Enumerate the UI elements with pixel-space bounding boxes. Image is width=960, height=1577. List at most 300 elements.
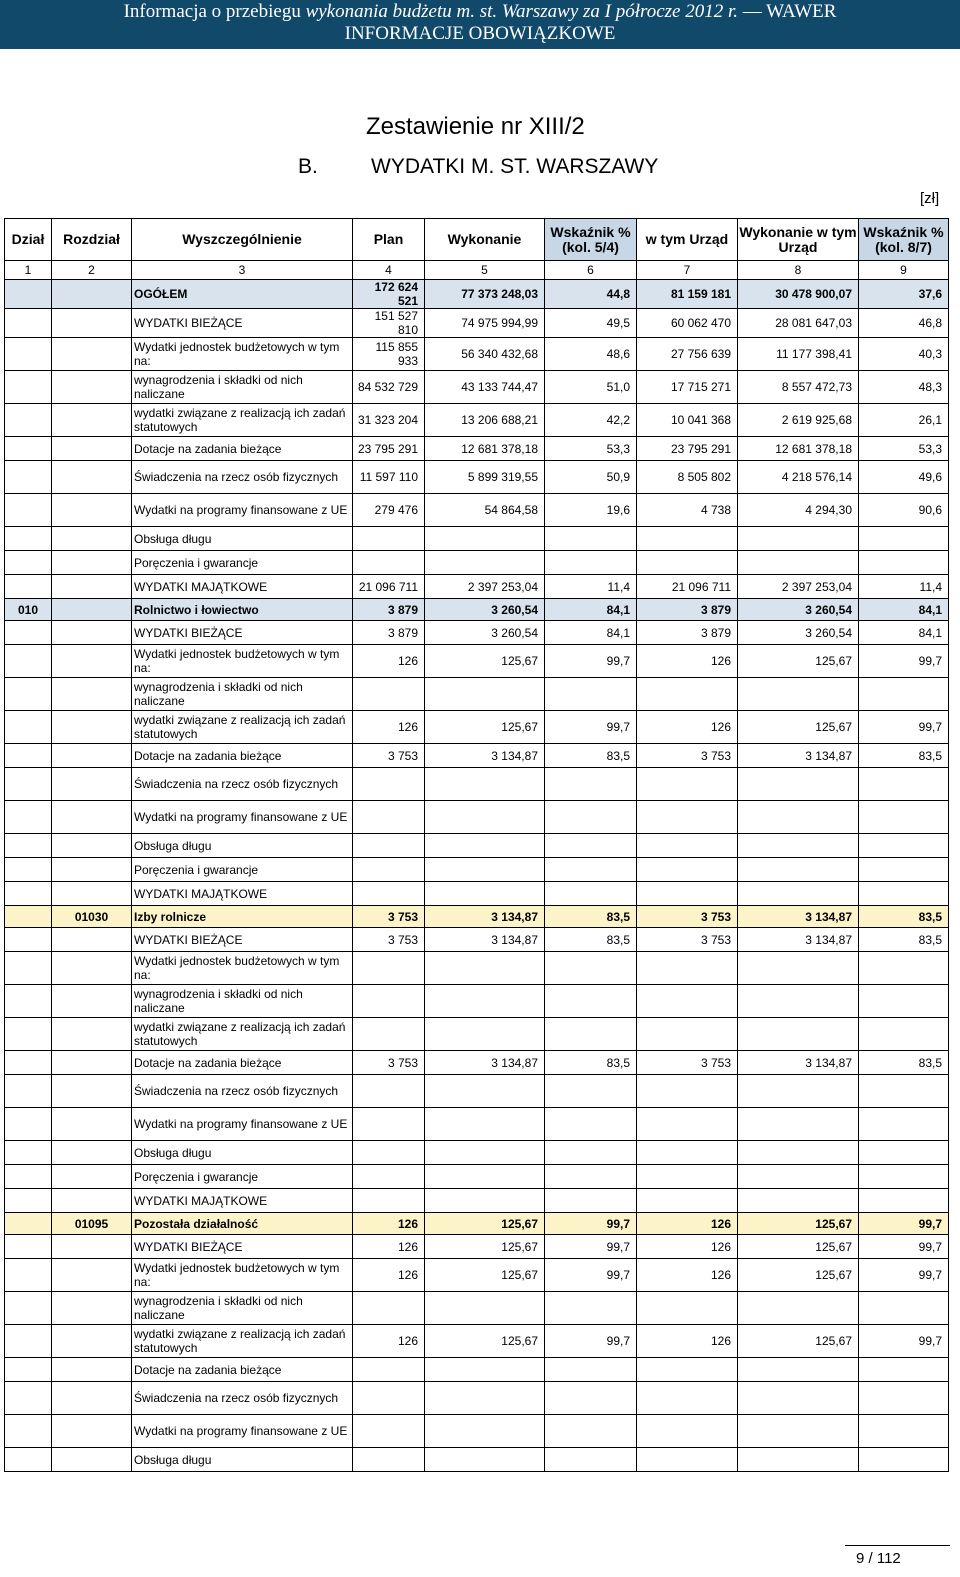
wykonanie-cell: 56 340 432,68 bbox=[425, 338, 545, 371]
dzial-cell bbox=[5, 1108, 52, 1141]
rozdzial-cell bbox=[52, 952, 132, 985]
w-tym-urzad-cell: 17 715 271 bbox=[637, 371, 738, 404]
wskaznik-2-cell: 99,7 bbox=[859, 1325, 949, 1358]
wskaznik-1-cell bbox=[545, 1075, 637, 1108]
plan-cell: 126 bbox=[353, 1235, 425, 1259]
table-row bbox=[5, 527, 949, 551]
wskaznik-1-cell: 99,7 bbox=[545, 1235, 637, 1259]
wykonanie-cell: 43 133 744,47 bbox=[425, 371, 545, 404]
table-row bbox=[5, 801, 949, 834]
wskaznik-2-cell: 53,3 bbox=[859, 437, 949, 461]
description-cell: wynagrodzenia i składki od nich naliczane bbox=[132, 371, 353, 404]
wykonanie-cell bbox=[425, 527, 545, 551]
wskaznik-1-cell bbox=[545, 1108, 637, 1141]
wskaznik-2-cell bbox=[859, 1292, 949, 1325]
rozdzial-cell bbox=[52, 858, 132, 882]
wykonanie-cell bbox=[425, 858, 545, 882]
wskaznik-2-cell bbox=[859, 882, 949, 906]
description-cell: Poręczenia i gwarancje bbox=[132, 1165, 353, 1189]
table-row bbox=[5, 494, 949, 527]
col-number: 8 bbox=[738, 261, 859, 280]
wskaznik-2-cell: 99,7 bbox=[859, 1235, 949, 1259]
wykonanie-cell: 3 260,54 bbox=[425, 599, 545, 621]
wykonanie-urzad-cell bbox=[738, 985, 859, 1018]
plan-cell bbox=[353, 1358, 425, 1382]
w-tym-urzad-cell: 10 041 368 bbox=[637, 404, 738, 437]
description-cell: Obsługa długu bbox=[132, 1141, 353, 1165]
col-number: 4 bbox=[353, 261, 425, 280]
plan-cell bbox=[353, 834, 425, 858]
wykonanie-cell bbox=[425, 1075, 545, 1108]
dzial-cell bbox=[5, 309, 52, 338]
plan-cell bbox=[353, 801, 425, 834]
wskaznik-1-cell bbox=[545, 1141, 637, 1165]
header-suffix: — WAWER bbox=[738, 1, 837, 22]
wykonanie-cell bbox=[425, 1108, 545, 1141]
dzial-cell bbox=[5, 1189, 52, 1213]
wskaznik-2-cell bbox=[859, 834, 949, 858]
rozdzial-cell bbox=[52, 494, 132, 527]
wskaznik-1-cell bbox=[545, 952, 637, 985]
wskaznik-1-cell: 99,7 bbox=[545, 1325, 637, 1358]
description-cell: Wydatki jednostek budżetowych w tym na: bbox=[132, 645, 353, 678]
wskaznik-2-cell bbox=[859, 1018, 949, 1051]
wskaznik-1-cell: 84,1 bbox=[545, 599, 637, 621]
table-row bbox=[5, 1325, 949, 1358]
description-cell: Wydatki na programy finansowane z UE bbox=[132, 801, 353, 834]
plan-cell: 126 bbox=[353, 1325, 425, 1358]
wykonanie-urzad-cell bbox=[738, 678, 859, 711]
wskaznik-1-cell: 51,0 bbox=[545, 371, 637, 404]
wykonanie-cell: 3 260,54 bbox=[425, 621, 545, 645]
w-tym-urzad-cell: 3 879 bbox=[637, 599, 738, 621]
dzial-cell bbox=[5, 1415, 52, 1448]
description-cell: Świadczenia na rzecz osób fizycznych bbox=[132, 1382, 353, 1415]
wykonanie-urzad-cell: 4 294,30 bbox=[738, 494, 859, 527]
w-tym-urzad-cell: 126 bbox=[637, 645, 738, 678]
description-cell: Dotacje na zadania bieżące bbox=[132, 1358, 353, 1382]
table-row bbox=[5, 551, 949, 575]
rozdzial-cell bbox=[52, 1141, 132, 1165]
wskaznik-2-cell bbox=[859, 1382, 949, 1415]
description-cell: Dotacje na zadania bieżące bbox=[132, 1051, 353, 1075]
w-tym-urzad-cell: 8 505 802 bbox=[637, 461, 738, 494]
plan-cell: 126 bbox=[353, 711, 425, 744]
dzial-cell bbox=[5, 1141, 52, 1165]
wskaznik-2-cell: 84,1 bbox=[859, 599, 949, 621]
section-letter: B. bbox=[298, 155, 318, 178]
description-cell: WYDATKI MAJĄTKOWE bbox=[132, 882, 353, 906]
wykonanie-urzad-cell: 2 619 925,68 bbox=[738, 404, 859, 437]
rozdzial-cell bbox=[52, 575, 132, 599]
rozdzial-cell: 01030 bbox=[52, 906, 132, 928]
wykonanie-urzad-cell: 2 397 253,04 bbox=[738, 575, 859, 599]
plan-cell: 11 597 110 bbox=[353, 461, 425, 494]
rozdzial-cell bbox=[52, 1235, 132, 1259]
description-cell: Pozostała działalność bbox=[132, 1213, 353, 1235]
rozdzial-cell bbox=[52, 1358, 132, 1382]
wskaznik-1-cell: 83,5 bbox=[545, 928, 637, 952]
dzial-cell bbox=[5, 1259, 52, 1292]
dzial-cell bbox=[5, 801, 52, 834]
dzial-cell bbox=[5, 1448, 52, 1472]
description-cell: wydatki związane z realizacją ich zadań statutowych bbox=[132, 711, 353, 744]
col-header-rozdzial: Rozdział bbox=[52, 219, 132, 261]
wskaznik-1-cell bbox=[545, 882, 637, 906]
wykonanie-urzad-cell: 3 260,54 bbox=[738, 599, 859, 621]
w-tym-urzad-cell: 126 bbox=[637, 711, 738, 744]
wykonanie-cell bbox=[425, 551, 545, 575]
wskaznik-1-cell: 83,5 bbox=[545, 744, 637, 768]
header-rule bbox=[8, 48, 952, 49]
wykonanie-cell: 3 134,87 bbox=[425, 906, 545, 928]
table-row bbox=[5, 404, 949, 437]
wykonanie-cell: 77 373 248,03 bbox=[425, 280, 545, 309]
description-cell: wydatki związane z realizacją ich zadań statutowych bbox=[132, 404, 353, 437]
w-tym-urzad-cell: 3 753 bbox=[637, 928, 738, 952]
w-tym-urzad-cell bbox=[637, 1292, 738, 1325]
plan-cell: 126 bbox=[353, 1259, 425, 1292]
description-cell: wynagrodzenia i składki od nich naliczane bbox=[132, 1292, 353, 1325]
table-row bbox=[5, 744, 949, 768]
plan-cell: 126 bbox=[353, 645, 425, 678]
plan-cell bbox=[353, 527, 425, 551]
wykonanie-urzad-cell bbox=[738, 551, 859, 575]
wskaznik-2-cell bbox=[859, 678, 949, 711]
dzial-cell bbox=[5, 1018, 52, 1051]
wykonanie-cell: 3 134,87 bbox=[425, 928, 545, 952]
wykonanie-cell: 3 134,87 bbox=[425, 1051, 545, 1075]
wskaznik-1-cell bbox=[545, 551, 637, 575]
wykonanie-urzad-cell: 12 681 378,18 bbox=[738, 437, 859, 461]
wykonanie-cell bbox=[425, 834, 545, 858]
wykonanie-urzad-cell bbox=[738, 527, 859, 551]
wskaznik-2-cell: 84,1 bbox=[859, 621, 949, 645]
table-row bbox=[5, 858, 949, 882]
description-cell: wynagrodzenia i składki od nich naliczane bbox=[132, 678, 353, 711]
table-row bbox=[5, 711, 949, 744]
w-tym-urzad-cell bbox=[637, 1189, 738, 1213]
col-header-plan: Plan bbox=[353, 219, 425, 261]
description-cell: OGÓŁEM bbox=[132, 280, 353, 309]
wskaznik-1-cell: 84,1 bbox=[545, 621, 637, 645]
dzial-cell bbox=[5, 461, 52, 494]
wskaznik-2-cell bbox=[859, 768, 949, 801]
description-cell: Wydatki na programy finansowane z UE bbox=[132, 494, 353, 527]
wskaznik-1-cell bbox=[545, 1018, 637, 1051]
plan-cell: 84 532 729 bbox=[353, 371, 425, 404]
wskaznik-2-cell bbox=[859, 527, 949, 551]
rozdzial-cell bbox=[52, 527, 132, 551]
rozdzial-cell bbox=[52, 280, 132, 309]
plan-cell bbox=[353, 858, 425, 882]
plan-cell bbox=[353, 1018, 425, 1051]
wykonanie-urzad-cell bbox=[738, 1358, 859, 1382]
col-number: 6 bbox=[545, 261, 637, 280]
table-row bbox=[5, 1075, 949, 1108]
wskaznik-1-cell: 49,5 bbox=[545, 309, 637, 338]
wykonanie-cell: 125,67 bbox=[425, 1235, 545, 1259]
plan-cell bbox=[353, 1415, 425, 1448]
description-cell: Świadczenia na rzecz osób fizycznych bbox=[132, 461, 353, 494]
w-tym-urzad-cell: 3 879 bbox=[637, 621, 738, 645]
dzial-cell bbox=[5, 1213, 52, 1235]
wskaznik-1-cell: 83,5 bbox=[545, 1051, 637, 1075]
wykonanie-urzad-cell: 28 081 647,03 bbox=[738, 309, 859, 338]
description-cell: WYDATKI MAJĄTKOWE bbox=[132, 1189, 353, 1213]
dzial-cell bbox=[5, 371, 52, 404]
wykonanie-cell bbox=[425, 1141, 545, 1165]
plan-cell: 3 753 bbox=[353, 1051, 425, 1075]
dzial-cell bbox=[5, 280, 52, 309]
table-row bbox=[5, 928, 949, 952]
table-row bbox=[5, 952, 949, 985]
w-tym-urzad-cell bbox=[637, 1358, 738, 1382]
unit-label: [zł] bbox=[920, 190, 940, 207]
wskaznik-1-cell: 11,4 bbox=[545, 575, 637, 599]
wskaznik-1-cell bbox=[545, 834, 637, 858]
dzial-cell bbox=[5, 1075, 52, 1108]
description-cell: WYDATKI MAJĄTKOWE bbox=[132, 575, 353, 599]
w-tym-urzad-cell: 23 795 291 bbox=[637, 437, 738, 461]
rozdzial-cell bbox=[52, 985, 132, 1018]
wykonanie-urzad-cell bbox=[738, 1108, 859, 1141]
w-tym-urzad-cell bbox=[637, 1448, 738, 1472]
w-tym-urzad-cell: 60 062 470 bbox=[637, 309, 738, 338]
w-tym-urzad-cell bbox=[637, 1018, 738, 1051]
table-row bbox=[5, 461, 949, 494]
rozdzial-cell bbox=[52, 437, 132, 461]
wykonanie-urzad-cell bbox=[738, 1415, 859, 1448]
dzial-cell bbox=[5, 952, 52, 985]
wskaznik-1-cell bbox=[545, 858, 637, 882]
wykonanie-urzad-cell: 125,67 bbox=[738, 1235, 859, 1259]
plan-cell bbox=[353, 1189, 425, 1213]
rozdzial-cell bbox=[52, 711, 132, 744]
wskaznik-2-cell bbox=[859, 1141, 949, 1165]
table-row bbox=[5, 1051, 949, 1075]
plan-cell bbox=[353, 1165, 425, 1189]
wykonanie-urzad-cell bbox=[738, 801, 859, 834]
wykonanie-urzad-cell bbox=[738, 858, 859, 882]
w-tym-urzad-cell bbox=[637, 1075, 738, 1108]
w-tym-urzad-cell bbox=[637, 834, 738, 858]
wskaznik-2-cell bbox=[859, 1165, 949, 1189]
table-row bbox=[5, 1108, 949, 1141]
rozdzial-cell bbox=[52, 834, 132, 858]
table-row bbox=[5, 985, 949, 1018]
rozdzial-cell bbox=[52, 768, 132, 801]
wykonanie-cell bbox=[425, 1189, 545, 1213]
table-row bbox=[5, 1259, 949, 1292]
wskaznik-1-cell: 48,6 bbox=[545, 338, 637, 371]
wskaznik-2-cell: 11,4 bbox=[859, 575, 949, 599]
plan-cell: 3 753 bbox=[353, 744, 425, 768]
wykonanie-urzad-cell bbox=[738, 1382, 859, 1415]
wykonanie-cell bbox=[425, 1165, 545, 1189]
col-number: 5 bbox=[425, 261, 545, 280]
wykonanie-cell bbox=[425, 1415, 545, 1448]
wskaznik-1-cell: 99,7 bbox=[545, 645, 637, 678]
description-cell: WYDATKI BIEŻĄCE bbox=[132, 928, 353, 952]
col-number: 1 bbox=[5, 261, 52, 280]
rozdzial-cell bbox=[52, 1075, 132, 1108]
col-header-w-tym-urzad: w tym Urząd bbox=[637, 219, 738, 261]
wskaznik-1-cell bbox=[545, 768, 637, 801]
wskaznik-2-cell bbox=[859, 1189, 949, 1213]
wskaznik-1-cell bbox=[545, 1165, 637, 1189]
wykonanie-cell bbox=[425, 1358, 545, 1382]
wykonanie-urzad-cell bbox=[738, 768, 859, 801]
wykonanie-cell bbox=[425, 1292, 545, 1325]
wskaznik-2-cell bbox=[859, 1415, 949, 1448]
wykonanie-urzad-cell bbox=[738, 1292, 859, 1325]
table-row bbox=[5, 1235, 949, 1259]
table-row bbox=[5, 645, 949, 678]
wykonanie-cell bbox=[425, 1382, 545, 1415]
table-row bbox=[5, 1382, 949, 1415]
wskaznik-1-cell: 42,2 bbox=[545, 404, 637, 437]
dzial-cell bbox=[5, 527, 52, 551]
wskaznik-2-cell: 99,7 bbox=[859, 711, 949, 744]
wykonanie-cell: 12 681 378,18 bbox=[425, 437, 545, 461]
header-prefix: Informacja o przebiegu bbox=[123, 1, 306, 22]
col-number: 2 bbox=[52, 261, 132, 280]
wskaznik-1-cell: 19,6 bbox=[545, 494, 637, 527]
wskaznik-1-cell bbox=[545, 678, 637, 711]
plan-cell bbox=[353, 985, 425, 1018]
plan-cell bbox=[353, 678, 425, 711]
dzial-cell bbox=[5, 1235, 52, 1259]
wykonanie-urzad-cell: 3 260,54 bbox=[738, 621, 859, 645]
description-cell: Dotacje na zadania bieżące bbox=[132, 744, 353, 768]
wykonanie-urzad-cell bbox=[738, 1141, 859, 1165]
wskaznik-2-cell: 83,5 bbox=[859, 928, 949, 952]
plan-cell: 23 795 291 bbox=[353, 437, 425, 461]
table-body bbox=[5, 261, 949, 1472]
wykonanie-urzad-cell: 125,67 bbox=[738, 645, 859, 678]
wskaznik-2-cell: 83,5 bbox=[859, 906, 949, 928]
wskaznik-2-cell bbox=[859, 985, 949, 1018]
description-cell: Dotacje na zadania bieżące bbox=[132, 437, 353, 461]
table-row bbox=[5, 1415, 949, 1448]
description-cell: Wydatki na programy finansowane z UE bbox=[132, 1108, 353, 1141]
w-tym-urzad-cell bbox=[637, 801, 738, 834]
wskaznik-1-cell: 99,7 bbox=[545, 1213, 637, 1235]
rozdzial-cell bbox=[52, 1018, 132, 1051]
wskaznik-1-cell: 99,7 bbox=[545, 1259, 637, 1292]
rozdzial-cell bbox=[52, 599, 132, 621]
page-number-rule bbox=[845, 1545, 950, 1546]
dzial-cell bbox=[5, 858, 52, 882]
description-cell: wynagrodzenia i składki od nich naliczane bbox=[132, 985, 353, 1018]
wskaznik-1-cell bbox=[545, 1448, 637, 1472]
dzial-cell bbox=[5, 1382, 52, 1415]
rozdzial-cell bbox=[52, 1448, 132, 1472]
dzial-cell bbox=[5, 621, 52, 645]
col-header-wskaznik-2: Wskaźnik % (kol. 8/7) bbox=[859, 219, 949, 261]
w-tym-urzad-cell bbox=[637, 551, 738, 575]
dzial-cell bbox=[5, 494, 52, 527]
col-header-wykonanie-urzad: Wykonanie w tym Urząd bbox=[738, 219, 859, 261]
wykonanie-urzad-cell: 125,67 bbox=[738, 1259, 859, 1292]
rozdzial-cell bbox=[52, 1165, 132, 1189]
description-cell: Obsługa długu bbox=[132, 834, 353, 858]
table-row bbox=[5, 906, 949, 928]
dzial-cell bbox=[5, 882, 52, 906]
w-tym-urzad-cell bbox=[637, 678, 738, 711]
wskaznik-2-cell bbox=[859, 1075, 949, 1108]
plan-cell: 279 476 bbox=[353, 494, 425, 527]
wskaznik-2-cell: 99,7 bbox=[859, 1213, 949, 1235]
wykonanie-cell bbox=[425, 1448, 545, 1472]
dzial-cell bbox=[5, 437, 52, 461]
table-row bbox=[5, 768, 949, 801]
header-italic: wykonania budżetu m. st. Warszawy za I półrocze 2012 r. bbox=[305, 1, 739, 22]
description-cell: Świadczenia na rzecz osób fizycznych bbox=[132, 1075, 353, 1108]
dzial-cell bbox=[5, 1165, 52, 1189]
plan-cell: 3 753 bbox=[353, 928, 425, 952]
rozdzial-cell bbox=[52, 1051, 132, 1075]
plan-cell bbox=[353, 551, 425, 575]
table-row bbox=[5, 1141, 949, 1165]
w-tym-urzad-cell: 126 bbox=[637, 1235, 738, 1259]
section-title: WYDATKI M. ST. WARSZAWY bbox=[371, 155, 659, 178]
w-tym-urzad-cell bbox=[637, 1382, 738, 1415]
description-cell: Obsługa długu bbox=[132, 527, 353, 551]
wskaznik-2-cell bbox=[859, 801, 949, 834]
dzial-cell bbox=[5, 575, 52, 599]
wykonanie-cell: 125,67 bbox=[425, 1213, 545, 1235]
col-number: 7 bbox=[637, 261, 738, 280]
table-row bbox=[5, 437, 949, 461]
rozdzial-cell bbox=[52, 1189, 132, 1213]
wykonanie-cell bbox=[425, 1018, 545, 1051]
description-cell: WYDATKI BIEŻĄCE bbox=[132, 1235, 353, 1259]
dzial-cell bbox=[5, 645, 52, 678]
table-row bbox=[5, 1358, 949, 1382]
col-header-wyszczegolnienie: Wyszczególnienie bbox=[132, 219, 353, 261]
wykonanie-urzad-cell: 3 134,87 bbox=[738, 906, 859, 928]
wskaznik-1-cell bbox=[545, 1189, 637, 1213]
plan-cell bbox=[353, 1292, 425, 1325]
dzial-cell bbox=[5, 768, 52, 801]
header-line-2: INFORMACJE OBOWIĄZKOWE bbox=[344, 23, 616, 44]
table-row bbox=[5, 1189, 949, 1213]
rozdzial-cell bbox=[52, 678, 132, 711]
w-tym-urzad-cell bbox=[637, 882, 738, 906]
wskaznik-1-cell bbox=[545, 1415, 637, 1448]
wykonanie-urzad-cell bbox=[738, 834, 859, 858]
wskaznik-2-cell bbox=[859, 551, 949, 575]
description-cell: Wydatki jednostek budżetowych w tym na: bbox=[132, 952, 353, 985]
rozdzial-cell bbox=[52, 1415, 132, 1448]
w-tym-urzad-cell bbox=[637, 1108, 738, 1141]
dzial-cell bbox=[5, 928, 52, 952]
table-row bbox=[5, 575, 949, 599]
plan-cell bbox=[353, 1075, 425, 1108]
w-tym-urzad-cell: 126 bbox=[637, 1213, 738, 1235]
wykonanie-cell bbox=[425, 952, 545, 985]
w-tym-urzad-cell: 21 096 711 bbox=[637, 575, 738, 599]
wskaznik-1-cell bbox=[545, 1382, 637, 1415]
w-tym-urzad-cell bbox=[637, 768, 738, 801]
description-cell: Wydatki na programy finansowane z UE bbox=[132, 1415, 353, 1448]
table-row bbox=[5, 1018, 949, 1051]
rozdzial-cell bbox=[52, 1325, 132, 1358]
column-number-row bbox=[5, 261, 949, 280]
plan-cell: 3 879 bbox=[353, 621, 425, 645]
